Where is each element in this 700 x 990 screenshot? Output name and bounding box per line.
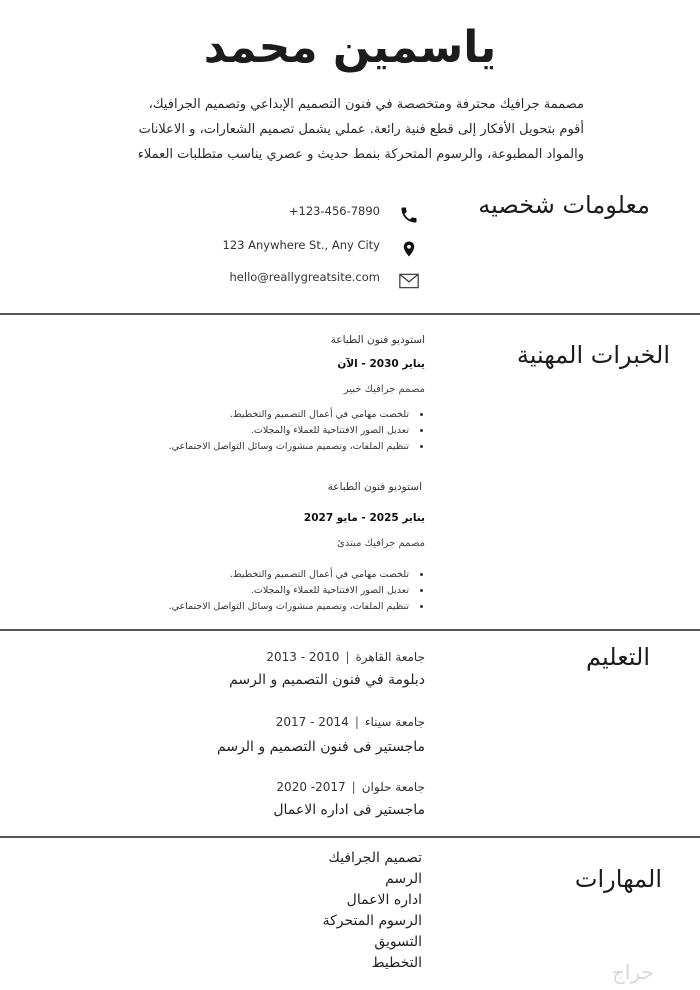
education-degree: دبلومة في فنون التصميم و الرسم	[229, 672, 425, 688]
skill-item: الرسوم المتحركة	[322, 913, 422, 929]
job-company: استوديو فنون الطباعة	[330, 334, 425, 346]
phone-icon	[398, 204, 420, 226]
watermark-logo: حراج	[612, 960, 654, 984]
envelope-icon	[398, 270, 420, 292]
school-name: جامعة سيناء	[364, 715, 425, 729]
summary-line: أقوم بتحويل الأفكار إلى قطع فنية رائعة. عملي يشمل تصميم الشعارات، و الاعلانات	[138, 122, 584, 137]
job-duty-item: • تلخصت مهامي في أعمال التصميم والتخطيط.	[169, 567, 411, 583]
profile-summary	[64, 92, 584, 167]
summary-line: والمواد المطبوعة، والرسوم المتحركة بنمط حديث و عصري يناسب متطلبات العملاء	[137, 147, 584, 162]
skills-section-title: المهارات	[574, 865, 662, 893]
job-company: استوديو فنون الطباعة	[327, 481, 422, 493]
section-divider	[0, 313, 700, 315]
education-meta	[276, 780, 425, 794]
job-duties-list	[169, 567, 425, 615]
job-duty-item: • تنظيم الملفات، وتصميم منشورات وسائل التواصل الاجتماعي.	[169, 599, 411, 615]
school-years: 2017- 2020	[276, 780, 346, 794]
experience-section-title: الخبرات المهنية	[516, 341, 670, 369]
summary-line: مصممة جرافيك محترفة ومتخصصة في فنون التصميم الإبداعي وتصميم الجرافيك،	[148, 97, 584, 112]
school-years: 2014 - 2017	[275, 715, 349, 729]
school-years: 2010 - 2013	[266, 650, 340, 664]
skill-item: التسويق	[374, 934, 422, 950]
section-divider	[0, 629, 700, 631]
separator: |	[345, 650, 350, 664]
education-meta	[276, 715, 425, 729]
separator: |	[354, 715, 359, 729]
education-meta	[266, 650, 425, 664]
school-name: جامعة القاهرة	[355, 650, 425, 664]
skill-item: الرسم	[385, 871, 422, 887]
phone-text: +123-456-7890	[288, 204, 380, 218]
separator: |	[351, 780, 356, 794]
location-pin-icon	[398, 238, 420, 260]
skill-item: اداره الاعمال	[346, 892, 422, 908]
job-duty-item: • تعديل الصور الافتتاحية للعملاء والمجلات.	[169, 583, 411, 599]
job-dates: يناير 2025 - مايو 2027	[303, 512, 425, 524]
skill-item: تصميم الجرافيك	[328, 850, 422, 866]
job-role: مصمم جرافيك مبتدئ	[337, 538, 425, 549]
education-section-title: التعليم	[586, 643, 650, 671]
job-duty-item: • تنظيم الملفات، وتصميم منشورات وسائل التواصل الاجتماعي.	[169, 439, 411, 455]
education-degree: ماجستير فى فنون التصميم و الرسم	[217, 739, 425, 755]
email-text: hello@reallygreatsite.com	[229, 270, 380, 284]
job-role: مصمم جرافيك خبير	[343, 384, 425, 395]
job-duties-list	[169, 407, 425, 455]
job-duty-item: • تعديل الصور الافتتاحية للعملاء والمجلات.	[169, 423, 411, 439]
job-duty-item: • تلخصت مهامي في أعمال التصميم والتخطيط.	[169, 407, 411, 423]
job-dates: يناير 2030 - الآن	[337, 358, 425, 370]
address-text: 123 Anywhere St., Any City	[222, 238, 380, 252]
contact-section-title: معلومات شخصيه	[478, 191, 650, 219]
section-divider	[0, 836, 700, 838]
resume-name: ياسمين محمد	[203, 22, 497, 73]
skill-item: التخطيط	[371, 955, 422, 971]
skills-list	[323, 848, 422, 974]
school-name: جامعة حلوان	[361, 780, 425, 794]
education-degree: ماجستير فى اداره الاعمال	[273, 802, 425, 818]
